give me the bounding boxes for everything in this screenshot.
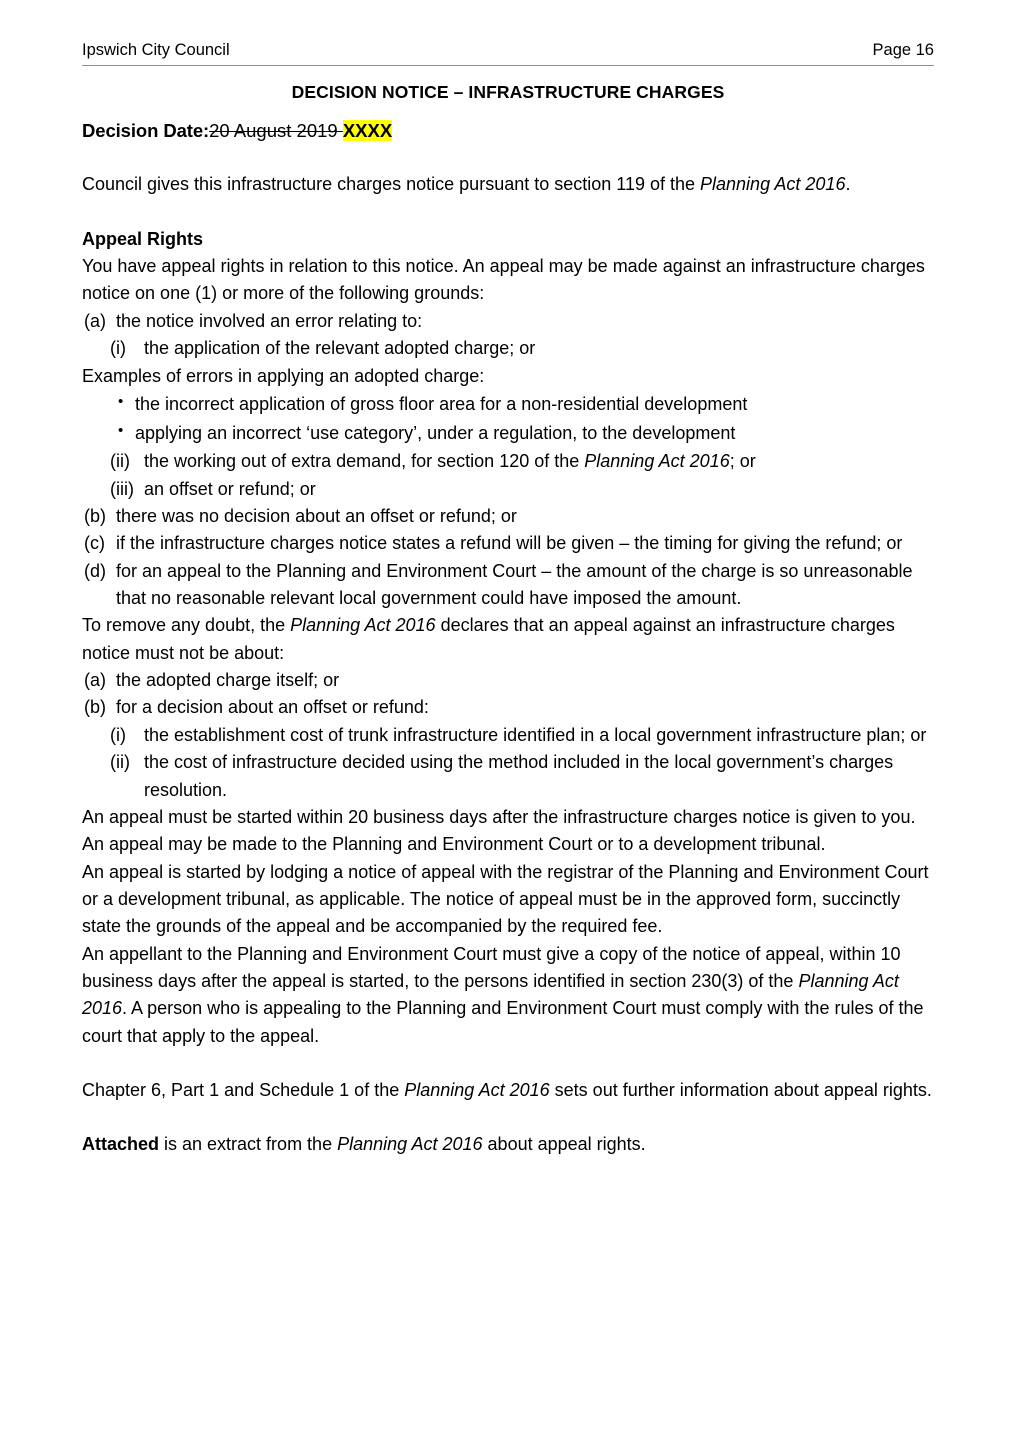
list-item xyxy=(110,476,934,503)
not-about-roman-list xyxy=(82,722,934,804)
list-item xyxy=(118,419,934,448)
intro-paragraph xyxy=(82,171,934,198)
list-text-after: ; or xyxy=(729,451,756,472)
appeal-rights-intro: You have appeal rights in relation to this notice. An appeal may be made against an infrastructure charges notice on one (1) or more of the following grounds: xyxy=(82,256,925,304)
list-text: for an appeal to the Planning and Environment Court – the amount of the charge is so unreasonable that no reasonable relevant local government could have imposed the amount. xyxy=(116,560,913,608)
list-text: the cost of infrastructure decided using the method included in the local government’s charges resolution. xyxy=(144,752,894,800)
list-text: the establishment cost of trunk infrastructure identified in a local government infrastructure plan; or xyxy=(144,724,927,745)
process-paragraph-2: An appeal may be made to the Planning and Environment Court or to a development tribunal. xyxy=(82,834,826,855)
running-header xyxy=(82,40,934,66)
decision-date-new-value: XXXX xyxy=(342,119,393,141)
list-text xyxy=(144,448,934,475)
list-text: there was no decision about an offset or refund; or xyxy=(116,505,517,526)
decision-date-line xyxy=(82,117,934,145)
bullet-icon: • xyxy=(118,392,124,410)
attached-label: Attached xyxy=(82,1134,160,1155)
list-item xyxy=(84,667,934,694)
list-item xyxy=(110,722,934,749)
list-marker: (d) xyxy=(84,560,106,581)
list-item xyxy=(84,558,934,613)
process-paragraph-1: An appeal must be started within 20 business days after the infrastructure charges notice is given to you. xyxy=(82,806,916,827)
list-marker: (iii) xyxy=(110,478,134,499)
list-text-before: the working out of extra demand, for section 120 of the xyxy=(144,451,585,472)
list-marker: (a) xyxy=(84,310,106,331)
attached-text-part1: is an extract from the xyxy=(159,1134,338,1155)
list-marker: (c) xyxy=(84,533,105,554)
process-paragraph-3: An appeal is started by lodging a notice of appeal with the registrar of the Planning and Environment Court or a development tribunal, as applicable. The notice of appeal must be in the approved form, succinctly state the grounds of the appeal and be accompanied by the required fee. xyxy=(82,861,929,937)
grounds-list xyxy=(82,308,934,335)
grounds-roman-list-2 xyxy=(82,448,934,503)
act-reference: Planning Act 2016 xyxy=(404,1080,550,1101)
list-marker: (i) xyxy=(110,338,126,359)
list-text: an offset or refund; or xyxy=(144,478,316,499)
attached-text-part2: about appeal rights. xyxy=(482,1134,646,1155)
grounds-roman-list-1 xyxy=(82,335,934,362)
examples-lead-in: Examples of errors in applying an adopted charge: xyxy=(82,365,485,386)
list-item xyxy=(84,503,934,530)
chapter-paragraph xyxy=(82,1077,934,1104)
list-marker: (b) xyxy=(84,697,106,718)
chapter-text-part2: sets out further information about appeal rights. xyxy=(549,1080,932,1101)
list-item xyxy=(110,448,934,475)
act-reference: Planning Act 2016 xyxy=(82,971,899,1019)
list-item xyxy=(118,390,934,419)
act-reference: Planning Act 2016 xyxy=(584,451,730,472)
appellant-text-part1: An appellant to the Planning and Environment Court must give a copy of the notice of appeal, within 10 business days after the appeal is started, to the persons identified in section 230(3) of the xyxy=(82,943,901,992)
list-item xyxy=(84,530,934,557)
not-about-lead-in xyxy=(82,612,934,667)
list-item xyxy=(110,749,934,804)
lead-text-after: declares that an appeal against an infrastructure charges notice must not be about: xyxy=(82,615,895,663)
intro-text-after: . xyxy=(845,174,851,195)
list-marker: (ii) xyxy=(110,451,130,472)
list-text: the notice involved an error relating to: xyxy=(116,310,423,331)
act-reference: Planning Act 2016 xyxy=(290,615,436,636)
decision-date-label: Decision Date: xyxy=(82,119,210,141)
examples-bullet-list xyxy=(82,390,934,448)
appellant-text-part2: . A person who is appealing to the Planning and Environment Court must comply with the rules of the court that apply to the appeal. xyxy=(82,998,924,1046)
not-about-list xyxy=(82,667,934,722)
appellant-paragraph xyxy=(82,941,934,1050)
lead-text-before: To remove any doubt, the xyxy=(82,615,291,636)
list-marker: (a) xyxy=(84,670,106,691)
appeal-rights-heading: Appeal Rights xyxy=(82,228,204,249)
list-text: the adopted charge itself; or xyxy=(116,670,340,691)
grounds-list-rest xyxy=(82,503,934,612)
intro-text-before: Council gives this infrastructure charges notice pursuant to section 119 of the xyxy=(82,174,701,195)
list-marker: (b) xyxy=(84,505,106,526)
act-reference: Planning Act 2016 xyxy=(700,174,846,195)
list-marker: (ii) xyxy=(110,752,130,773)
attached-paragraph xyxy=(82,1131,934,1158)
list-item xyxy=(84,308,934,335)
list-text: the incorrect application of gross floor area for a non-residential development xyxy=(135,393,748,414)
list-item xyxy=(84,694,934,721)
list-text: the application of the relevant adopted charge; or xyxy=(144,338,536,359)
list-marker: (i) xyxy=(110,724,126,745)
list-text: applying an incorrect ‘use category’, under a regulation, to the development xyxy=(135,423,736,444)
act-reference: Planning Act 2016 xyxy=(337,1134,483,1155)
list-text: for a decision about an offset or refund: xyxy=(116,697,429,718)
header-organisation: Ipswich City Council xyxy=(82,41,230,59)
decision-date-struck-value: 20 August 2019 xyxy=(209,119,343,141)
list-item xyxy=(110,335,934,362)
chapter-text-part1: Chapter 6, Part 1 and Schedule 1 of the xyxy=(82,1080,405,1101)
page-title: DECISION NOTICE – INFRASTRUCTURE CHARGES xyxy=(291,81,725,102)
bullet-icon: • xyxy=(118,422,124,440)
list-text: if the infrastructure charges notice states a refund will be given – the timing for giving the refund; or xyxy=(116,533,903,554)
header-page-number: Page 16 xyxy=(872,41,934,59)
